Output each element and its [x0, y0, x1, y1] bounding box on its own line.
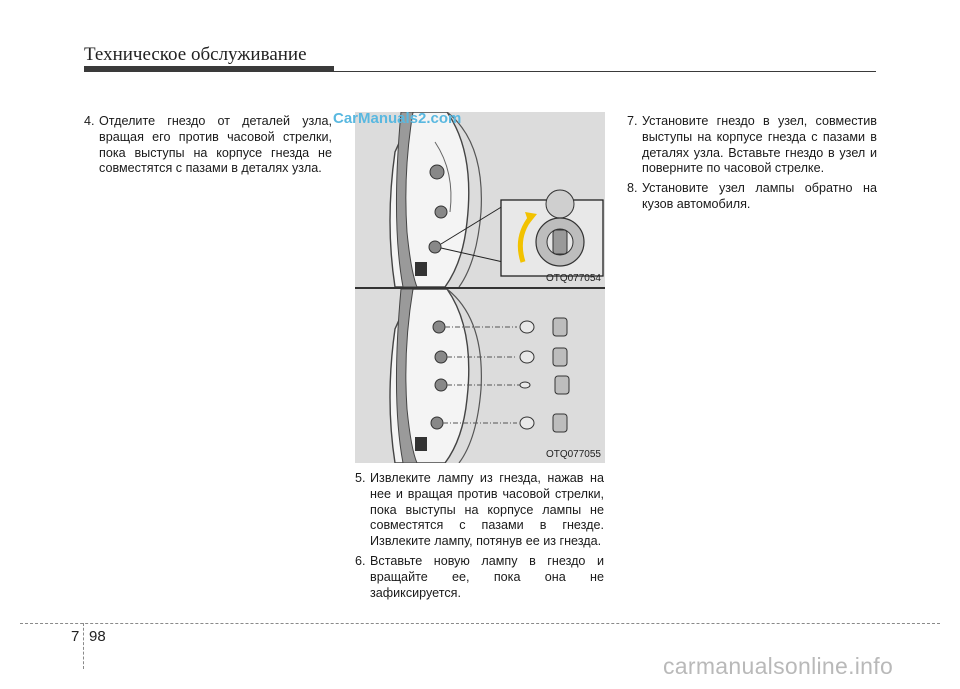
step-number: 7. — [627, 114, 638, 128]
figure-bulb-layout — [355, 289, 605, 463]
right-column — [627, 114, 877, 217]
page-number: 98 — [89, 628, 106, 645]
figure-code: OTQ077054 — [545, 273, 601, 284]
left-column — [84, 114, 332, 181]
watermark-carmanuals: CarManuals2.com — [333, 110, 462, 127]
chapter-number: 7 — [71, 628, 80, 645]
step-number: 8. — [627, 181, 638, 196]
footer-dashed-rule — [20, 623, 940, 624]
middle-column — [355, 471, 604, 605]
step-8 — [627, 181, 877, 213]
tail-lamp-socket-illustration — [355, 112, 605, 287]
step-4 — [84, 114, 332, 177]
watermark-carmanualsonline: carmanualsonline.info — [663, 653, 894, 679]
header-bar — [84, 66, 334, 72]
step-text: Вставьте новую лампу в гнездо и вращайте ее, пока она не зафиксируется. — [370, 553, 604, 600]
figure-code: OTQ077055 — [545, 449, 601, 460]
step-text: Извлеките лампу из гнезда, нажав на нее и вращая против часовой стрелки, пока выступы на корпусе лампы не совместятся с пазами в гнезде. Извлеките лампу, потянув ее из гнезда. — [370, 471, 604, 549]
header-rule — [334, 71, 876, 72]
tail-lamp-bulbs-illustration — [355, 289, 605, 463]
section-title: Техническое обслуживание — [84, 44, 307, 65]
step-number: 4. — [84, 114, 95, 128]
footer-vertical-divider — [83, 623, 84, 669]
step-number: 6. — [355, 553, 366, 568]
step-text: Отделите гнездо от деталей узла, вращая его против часовой стрелки, пока выступы на корпусе гнезда не совместятся с пазами в деталях узла. — [99, 114, 332, 176]
figure-socket-removal — [355, 112, 605, 287]
step-text: Установите узел лампы обратно на кузов автомобиля. — [642, 181, 877, 211]
step-5 — [355, 471, 604, 550]
step-number: 5. — [355, 471, 366, 485]
step-7 — [627, 114, 877, 177]
step-text: Установите гнездо в узел, совместив выступы на корпусе гнезда с пазами в деталях узла. Вставьте гнездо в узел и поверните по часовой стрелке. — [642, 114, 877, 176]
step-6 — [355, 554, 604, 601]
